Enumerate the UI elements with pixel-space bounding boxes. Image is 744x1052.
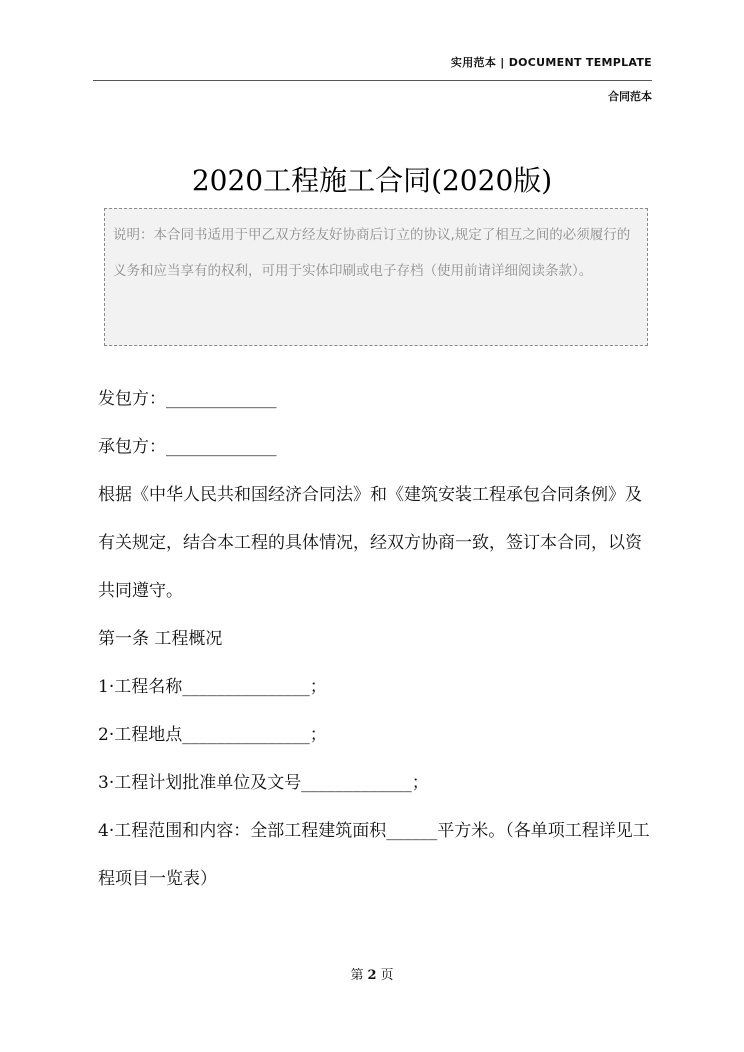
footer-suffix: 页 (380, 968, 394, 983)
party-b-line: 承包方：_____________ (98, 437, 277, 457)
header-brand: 实用范本 | DOCUMENT TEMPLATE (450, 56, 652, 69)
document-title: 2020工程施工合同(2020版) (191, 163, 553, 197)
note-text: 说明：本合同书适用于甲乙双方经友好协商后订立的协议,规定了相互之间的必须履行的义务和应当享有的权利，可用于实体印刷或电子存档（使用前请详细阅读条款）。 (113, 227, 631, 279)
page-number: 2 (367, 968, 377, 983)
header-divider (93, 80, 652, 81)
contract-body (98, 375, 658, 903)
project-location-line: 2·工程地点_______________； (98, 725, 327, 745)
scope-line: 4·工程范围和内容：全部工程建筑面积______平方米。（各单项工程详见工程项目一览表） (98, 821, 650, 889)
project-name-line: 1·工程名称_______________； (98, 677, 327, 697)
party-a-line: 发包方：_____________ (98, 389, 277, 409)
note-box (104, 208, 648, 346)
article-1-heading: 第一条 工程概况 (98, 629, 223, 649)
preamble-paragraph: 根据《中华人民共和国经济合同法》和《建筑安装工程承包合同条例》及有关规定，结合本工程的具体情况，经双方协商一致，签订本合同，以资共同遵守。 (98, 485, 642, 601)
page-footer (0, 964, 744, 983)
approval-line: 3·工程计划批准单位及文号_____________； (98, 773, 429, 793)
footer-prefix: 第 (350, 968, 364, 983)
header-category: 合同范本 (608, 90, 652, 103)
